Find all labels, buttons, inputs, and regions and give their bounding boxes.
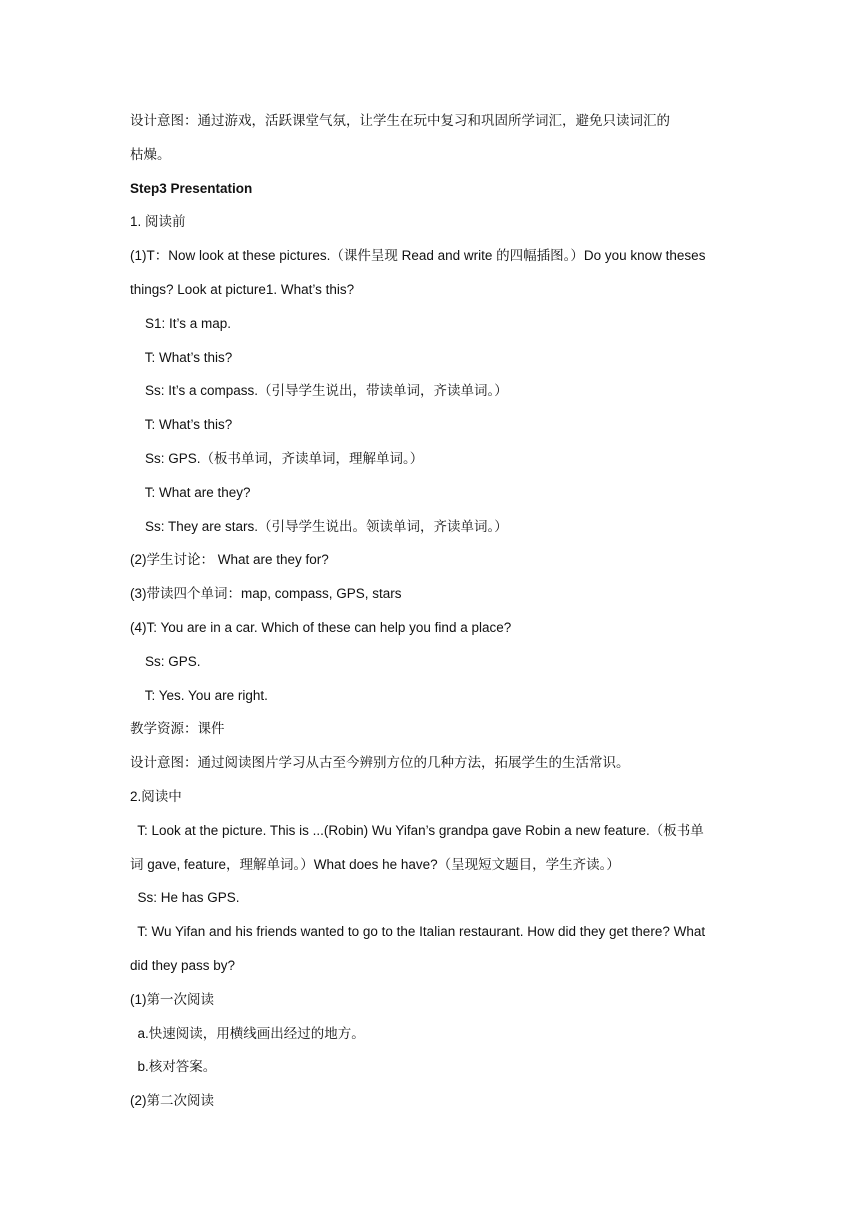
text-line: (3)带读四个单词：map, compass, GPS, stars (130, 586, 402, 602)
text-line: T: Look at the picture. This is ...(Robin) Wu Yifan’s grandpa gave Robin a new feature.（板书单 (130, 822, 704, 838)
text-line: 设计意图：通过游戏，活跃课堂气氛，让学生在玩中复习和巩固所学词汇，避免只读词汇的 (130, 113, 670, 128)
text-line: 枯燥。 (130, 146, 171, 162)
text-line: Ss: It’s a compass.（引导学生说出，带读单词，齐读单词。） (130, 383, 508, 399)
text-line: 设计意图：通过阅读图片学习从古至今辨别方位的几种方法，拓展学生的生活常识。 (130, 755, 630, 771)
text-line: a.快速阅读，用横线画出经过的地方。 (130, 1025, 365, 1041)
section-heading: Step3 Presentation (130, 180, 253, 196)
text-line: T: What’s this? (130, 417, 233, 433)
text-line: T: What’s this? (130, 349, 233, 365)
text-line: Ss: GPS. (130, 653, 201, 669)
text-line: Ss: GPS.（板书单词，齐读单词，理解单词。） (130, 451, 424, 466)
text-line: (2)学生讨论： What are they for? (130, 552, 329, 568)
text-line: 1. 阅读前 (130, 214, 186, 230)
text-line: T: What are they? (130, 484, 251, 500)
text-line: 词 gave, feature，理解单词。）What does he have?（呈现短文题目，学生齐读。） (130, 856, 620, 872)
text-line: (1)第一次阅读 (130, 991, 214, 1007)
text-line: Ss: He has GPS. (130, 890, 240, 906)
text-line: Ss: They are stars.（引导学生说出。领读单词，齐读单词。） (130, 518, 508, 534)
text-line: T: Wu Yifan and his friends wanted to go to the Italian restaurant. How did they get there? What (130, 924, 706, 940)
text-line: (4)T: You are in a car. Which of these can help you find a place? (130, 620, 512, 635)
text-line: 2.阅读中 (130, 789, 182, 804)
text-line: S1: It’s a map. (130, 315, 232, 331)
text-line: things? Look at picture1. What’s this? (130, 282, 355, 297)
text-line: b.核对答案。 (130, 1059, 217, 1075)
text-line: (1)T：Now look at these pictures.（课件呈现 Read and write 的四幅插图。）Do you know theses (130, 248, 706, 264)
text-line: (2)第二次阅读 (130, 1093, 214, 1109)
text-line: T: Yes. You are right. (130, 687, 268, 703)
text-line: did they pass by? (130, 958, 236, 973)
text-line: 教学资源：课件 (130, 721, 225, 737)
